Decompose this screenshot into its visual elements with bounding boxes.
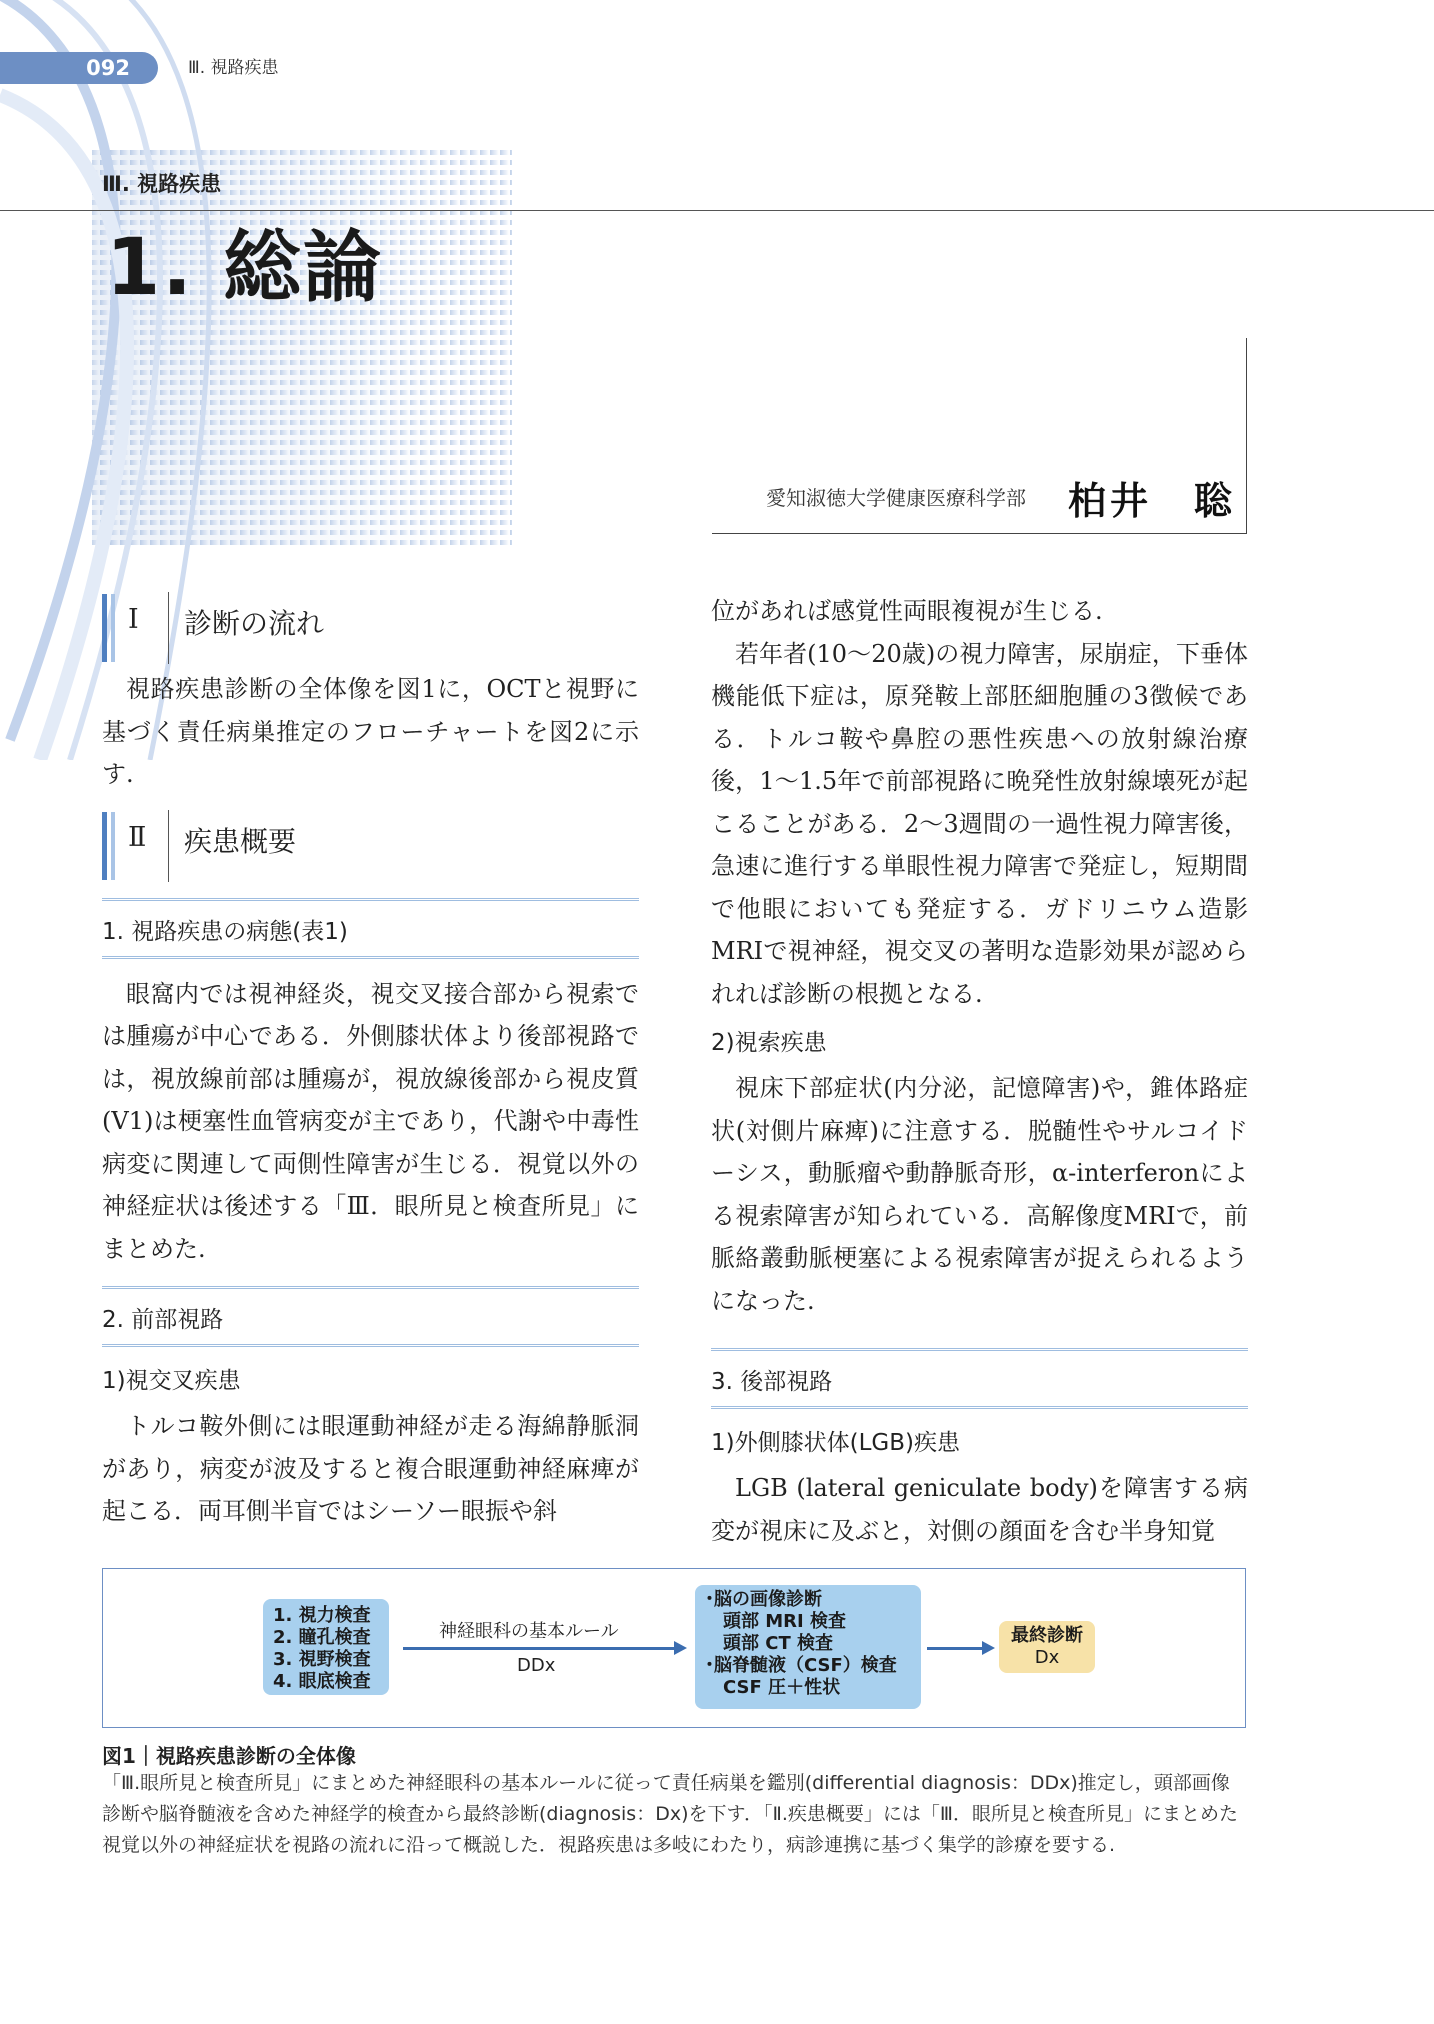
heading-bar-light (111, 594, 115, 662)
final-diagnosis-box (999, 1621, 1095, 1673)
heading-number: Ⅰ (128, 604, 139, 635)
subheading-posterior-pathway: 3. 後部視路 (711, 1348, 1248, 1409)
subheading-lgb-disease: 1)外側膝状体(LGB)疾患 (711, 1430, 960, 1456)
paragraph: 視床下部症状(内分泌，記憶障害)や，錐体路症状(対側片麻痺)に注意する．脱髄性やサルコイドーシス，動脈瘤や動静脈奇形，α-interferonによる視索障害が知られている．高解像度MRIで，前脈絡叢動脈梗塞による視索障害が捉えられるようになった. (711, 1074, 1248, 1315)
author-frame-horizontal (712, 533, 1247, 534)
header-rule (0, 210, 1434, 211)
exam-list-box (263, 1599, 389, 1695)
left-column (102, 590, 639, 1533)
imaging-item: ･脳脊髄液（CSF）検査 (705, 1655, 897, 1676)
heading-number: Ⅱ (128, 821, 147, 853)
running-header: Ⅲ. 視路疾患 (188, 58, 279, 78)
subheading-anterior-pathway: 2. 前部視路 (102, 1286, 639, 1347)
section-label: Ⅲ. 視路疾患 (102, 172, 222, 196)
flow-arrow (927, 1647, 983, 1650)
imaging-tests-box (695, 1585, 921, 1709)
paragraph: トルコ鞍外側には眼運動神経が走る海綿静脈洞があり，病変が波及すると複合眼運動神経麻痺が起こる．両耳側半盲ではシーソー眼振や斜 (102, 1412, 639, 1525)
right-column (711, 590, 1248, 1552)
imaging-item: 頭部 MRI 検査 (705, 1611, 847, 1632)
paragraph: LGB (lateral geniculate body)を障害する病変が視床に及ぶと，対側の顔面を含む半身知覚 (711, 1474, 1248, 1545)
author-frame-vertical (1246, 338, 1247, 534)
heading-bar-light (111, 812, 115, 880)
author-affiliation: 愛知淑徳大学健康医療科学部 (766, 486, 1026, 510)
heading-bar (102, 594, 107, 662)
exam-item: 3. 視野検査 (273, 1649, 371, 1670)
figure-caption-title: 図1｜視路疾患診断の全体像 (102, 1744, 356, 1768)
figure-diagram (102, 1568, 1246, 1728)
imaging-item: 頭部 CT 検査 (705, 1633, 834, 1654)
paragraph: 若年者(10～20歳)の視力障害，尿崩症，下垂体機能低下症は，原発鞍上部胚細胞腫の3徴候である．トルコ鞍や鼻腔の悪性疾患への放射線治療後，1～1.5年で前部視路に晩発性放射線壊死が起こることがある．2～3週間の一過性視力障害後，急速に進行する単眼性視力障害で発症し，短期間で他眼においても発症する．ガドリニウム造影MRIで視神経，視交叉の著明な造影効果が認められれば診断の根拠となる. (711, 639, 1248, 1008)
imaging-item: ･脳の画像診断 (705, 1589, 822, 1610)
paragraph: 眼窩内では視神経炎，視交叉接合部から視索では腫瘍が中心である．外側膝状体より後部視路では，視放線前部は腫瘍が，視放線後部から視皮質(V1)は梗塞性血管病変が主であり，代謝や中毒性病変に関連して両側性障害が生じる．視覚以外の神経症状は後述する「Ⅲ．眼所見と検査所見」にまとめた. (102, 979, 639, 1263)
author-name: 柏井 聡 (1068, 479, 1237, 523)
heading-text: 診断の流れ (184, 607, 325, 640)
exam-item: 1. 視力検査 (273, 1605, 371, 1626)
final-diagnosis-label: 最終診断 (1011, 1625, 1083, 1646)
ddx-label: DDx (517, 1655, 556, 1676)
exam-item: 2. 瞳孔検査 (273, 1627, 371, 1648)
chapter-title: 1. 総論 (106, 223, 384, 313)
figure-caption-text: 「Ⅲ.眼所見と検査所見」にまとめた神経眼科の基本ルールに従って責任病巣を鑑別(differential diagnosis：DDx)推定し，頭部画像診断や脳脊髄液を含めた神経学的検査から最終診断(diagnosis：Dx)を下す．「Ⅱ.疾患概要」には「Ⅲ．眼所見と検査所見」にまとめた視覚以外の神経症状を視路の流れに沿って概説した．視路疾患は多岐にわたり，病診連携に基づく集学的診療を要する. (102, 1772, 1238, 1856)
exam-item: 4. 眼底検査 (273, 1671, 371, 1692)
basic-rule-label: 神経眼科の基本ルール (439, 1621, 619, 1642)
subheading-pathology: 1. 視路疾患の病態(表1) (102, 898, 639, 959)
subheading-optic-tract-disease: 2)視索疾患 (711, 1030, 827, 1056)
heading-divider (168, 592, 169, 664)
final-diagnosis-abbr: Dx (1034, 1647, 1060, 1668)
heading-disease-overview (102, 808, 639, 886)
page-number: 092 (0, 52, 158, 84)
heading-diagnosis-flow (102, 590, 639, 668)
flow-arrow (403, 1647, 675, 1650)
subheading-chiasm-disease: 1)視交叉疾患 (102, 1368, 241, 1394)
heading-bar (102, 812, 107, 880)
paragraph: 位があれば感覚性両眼複視が生じる. (711, 597, 1103, 625)
imaging-item: CSF 圧＋性状 (705, 1677, 841, 1698)
heading-divider (168, 810, 169, 882)
heading-text: 疾患概要 (184, 824, 297, 858)
paragraph: 視路疾患診断の全体像を図1に，OCTと視野に基づく責任病巣推定のフローチャートを図2に示す. (102, 675, 639, 788)
